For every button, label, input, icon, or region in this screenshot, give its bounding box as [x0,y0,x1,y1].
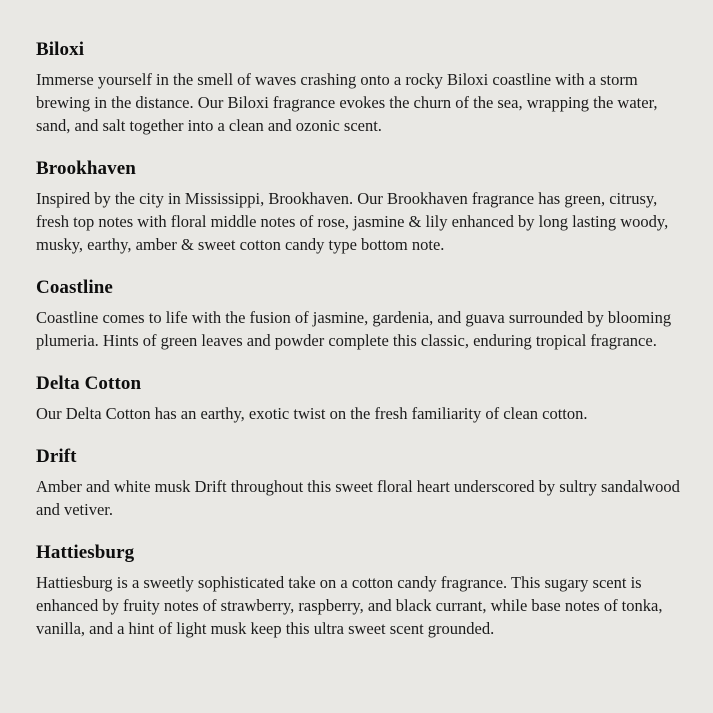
fragrance-description: Immerse yourself in the smell of waves crashing onto a rocky Biloxi coastline with a storm brewing in the distance. Our Biloxi fragrance evokes the churn of the sea, wrapping the water, sand, and salt together into a clean and ozonic scent. [36,70,658,135]
fragrance-title: Hattiesburg [36,542,135,563]
fragrance-title: Brookhaven [36,158,136,179]
fragrance-section [36,278,685,352]
fragrance-description: Our Delta Cotton has an earthy, exotic twist on the fresh familiarity of clean cotton. [36,404,588,423]
fragrance-title: Delta Cotton [36,373,142,394]
fragrance-title: Coastline [36,277,113,298]
fragrance-section [36,159,685,256]
fragrance-title: Biloxi [36,39,85,60]
fragrance-section [36,543,685,640]
fragrance-section [36,40,685,137]
fragrance-description: Coastline comes to life with the fusion of jasmine, gardenia, and guava surrounded by blooming plumeria. Hints of green leaves and powder complete this classic, enduring tropical fragrance. [36,308,672,350]
fragrance-title: Drift [36,446,77,467]
fragrance-section [36,374,685,425]
fragrance-section [36,447,685,521]
fragrance-description: Amber and white musk Drift throughout this sweet floral heart underscored by sultry sandalwood and vetiver. [36,477,680,519]
fragrance-description: Hattiesburg is a sweetly sophisticated take on a cotton candy fragrance. This sugary scent is enhanced by fruity notes of strawberry, raspberry, and black currant, while base notes of tonka, vanilla, and a hint of light musk keep this ultra sweet scent grounded. [36,573,663,638]
fragrance-description: Inspired by the city in Mississippi, Brookhaven. Our Brookhaven fragrance has green, citrusy, fresh top notes with floral middle notes of rose, jasmine & lily enhanced by long lasting woody, musky, earthy, amber & sweet cotton candy type bottom note. [36,189,669,254]
